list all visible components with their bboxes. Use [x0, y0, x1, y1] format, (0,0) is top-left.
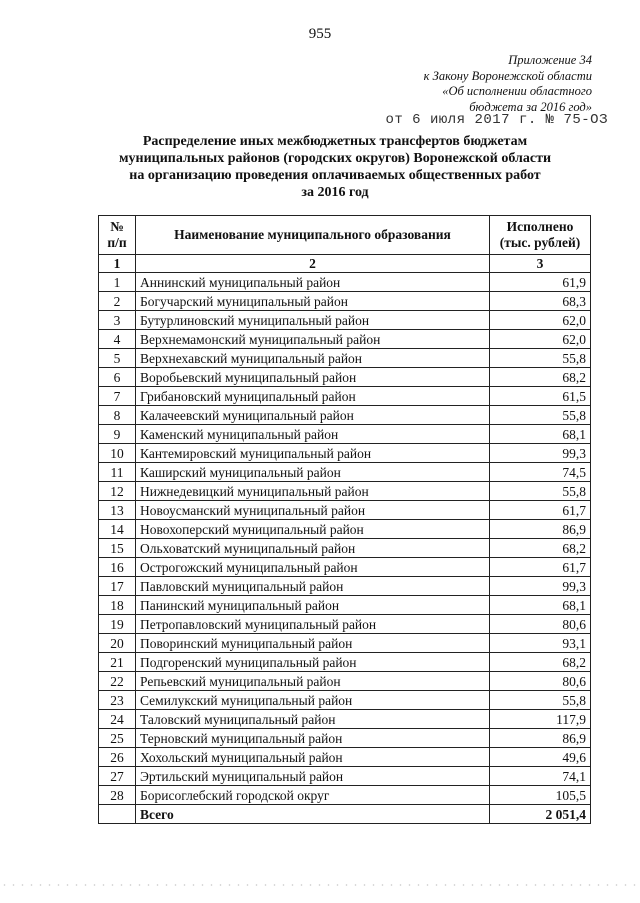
row-name: Подгоренский муниципальный район — [136, 653, 490, 672]
table-row — [99, 463, 591, 482]
header-num-line: п/п — [107, 235, 127, 250]
row-value: 61,9 — [490, 273, 591, 292]
row-value: 55,8 — [490, 406, 591, 425]
row-number: 16 — [99, 558, 136, 577]
row-name: Новоусманский муниципальный район — [136, 501, 490, 520]
row-name: Аннинский муниципальный район — [136, 273, 490, 292]
row-value: 62,0 — [490, 330, 591, 349]
row-name: Таловский муниципальный район — [136, 710, 490, 729]
header-num — [99, 216, 136, 255]
total-num-empty — [99, 805, 136, 824]
row-value: 68,2 — [490, 653, 591, 672]
row-number: 25 — [99, 729, 136, 748]
row-name: Хохольский муниципальный район — [136, 748, 490, 767]
table-row — [99, 330, 591, 349]
table-row — [99, 634, 591, 653]
row-number: 15 — [99, 539, 136, 558]
row-number: 11 — [99, 463, 136, 482]
table-row — [99, 444, 591, 463]
table-row — [99, 748, 591, 767]
table-body — [99, 255, 591, 824]
header-value-line: (тыс. рублей) — [499, 235, 581, 250]
row-number: 5 — [99, 349, 136, 368]
row-value: 93,1 — [490, 634, 591, 653]
row-name: Каменский муниципальный район — [136, 425, 490, 444]
row-number: 21 — [99, 653, 136, 672]
document-title — [90, 133, 580, 201]
appendix-line: «Об исполнении областного — [442, 84, 592, 98]
row-name: Ольховатский муниципальный район — [136, 539, 490, 558]
row-number: 19 — [99, 615, 136, 634]
row-number: 12 — [99, 482, 136, 501]
row-number: 27 — [99, 767, 136, 786]
row-value: 55,8 — [490, 349, 591, 368]
row-value: 105,5 — [490, 786, 591, 805]
table-row — [99, 349, 591, 368]
row-number: 24 — [99, 710, 136, 729]
table-row — [99, 672, 591, 691]
row-value: 68,2 — [490, 539, 591, 558]
table-row — [99, 577, 591, 596]
row-number: 22 — [99, 672, 136, 691]
row-value: 68,2 — [490, 368, 591, 387]
table-row — [99, 729, 591, 748]
row-value: 68,1 — [490, 596, 591, 615]
row-number: 18 — [99, 596, 136, 615]
total-row — [99, 805, 591, 824]
row-number: 7 — [99, 387, 136, 406]
table-header-row — [99, 216, 591, 255]
row-value: 61,7 — [490, 558, 591, 577]
table-row — [99, 425, 591, 444]
title-line: Распределение иных межбюджетных трансфертов бюджетам — [142, 134, 528, 149]
appendix-line: Приложение 34 — [508, 53, 592, 67]
row-value: 55,8 — [490, 482, 591, 501]
table-row — [99, 710, 591, 729]
row-value: 68,3 — [490, 292, 591, 311]
title-line: за 2016 год — [301, 185, 369, 200]
table-row — [99, 596, 591, 615]
column-number: 3 — [490, 255, 591, 273]
table-row — [99, 482, 591, 501]
row-value: 86,9 — [490, 520, 591, 539]
row-number: 8 — [99, 406, 136, 425]
row-number: 17 — [99, 577, 136, 596]
header-value — [490, 216, 591, 255]
row-name: Эртильский муниципальный район — [136, 767, 490, 786]
row-value: 61,5 — [490, 387, 591, 406]
row-value: 62,0 — [490, 311, 591, 330]
decree-stamp: от 6 июля 2017 г. № 75-ОЗ — [385, 112, 608, 128]
row-number: 23 — [99, 691, 136, 710]
transfers-table — [98, 215, 591, 824]
column-number: 2 — [136, 255, 490, 273]
row-number: 28 — [99, 786, 136, 805]
row-name: Каширский муниципальный район — [136, 463, 490, 482]
row-number: 13 — [99, 501, 136, 520]
total-label: Всего — [136, 805, 490, 824]
appendix-line: к Закону Воронежской области — [423, 68, 592, 83]
row-value: 86,9 — [490, 729, 591, 748]
table-row — [99, 501, 591, 520]
table-row — [99, 311, 591, 330]
row-name: Терновский муниципальный район — [136, 729, 490, 748]
row-name: Борисоглебский городской округ — [136, 786, 490, 805]
table-row — [99, 406, 591, 425]
row-value: 117,9 — [490, 710, 591, 729]
table-row — [99, 387, 591, 406]
row-name: Петропавловский муниципальный район — [136, 615, 490, 634]
row-name: Грибановский муниципальный район — [136, 387, 490, 406]
row-value: 55,8 — [490, 691, 591, 710]
row-name: Бутурлиновский муниципальный район — [136, 311, 490, 330]
row-number: 26 — [99, 748, 136, 767]
row-value: 61,7 — [490, 501, 591, 520]
row-number: 4 — [99, 330, 136, 349]
header-num-line: № — [110, 219, 124, 234]
row-name: Богучарский муниципальный район — [136, 292, 490, 311]
row-name: Воробьевский муниципальный район — [136, 368, 490, 387]
scan-artifact — [0, 883, 640, 887]
table-row — [99, 368, 591, 387]
row-number: 3 — [99, 311, 136, 330]
row-name: Семилукский муниципальный район — [136, 691, 490, 710]
header-name: Наименование муниципального образования — [136, 216, 490, 255]
column-numbers-row — [99, 255, 591, 273]
row-value: 49,6 — [490, 748, 591, 767]
row-number: 1 — [99, 273, 136, 292]
total-value: 2 051,4 — [490, 805, 591, 824]
row-value: 99,3 — [490, 577, 591, 596]
row-number: 6 — [99, 368, 136, 387]
header-value-line: Исполнено — [506, 219, 574, 234]
table-row — [99, 292, 591, 311]
appendix-note — [424, 53, 592, 115]
table-row — [99, 767, 591, 786]
table-row — [99, 786, 591, 805]
row-name: Панинский муниципальный район — [136, 596, 490, 615]
row-value: 68,1 — [490, 425, 591, 444]
row-value: 99,3 — [490, 444, 591, 463]
row-value: 74,5 — [490, 463, 591, 482]
table-row — [99, 558, 591, 577]
column-number: 1 — [99, 255, 136, 273]
row-name: Нижнедевицкий муниципальный район — [136, 482, 490, 501]
row-value: 80,6 — [490, 615, 591, 634]
row-name: Павловский муниципальный район — [136, 577, 490, 596]
table-row — [99, 273, 591, 292]
row-number: 20 — [99, 634, 136, 653]
table-row — [99, 653, 591, 672]
row-number: 2 — [99, 292, 136, 311]
row-name: Кантемировский муниципальный район — [136, 444, 490, 463]
row-name: Верхнемамонский муниципальный район — [136, 330, 490, 349]
row-number: 14 — [99, 520, 136, 539]
table-row — [99, 539, 591, 558]
row-name: Репьевский муниципальный район — [136, 672, 490, 691]
row-number: 10 — [99, 444, 136, 463]
row-name: Верхнехавский муниципальный район — [136, 349, 490, 368]
row-name: Новохоперский муниципальный район — [136, 520, 490, 539]
row-number: 9 — [99, 425, 136, 444]
row-name: Острогожский муниципальный район — [136, 558, 490, 577]
row-name: Калачеевский муниципальный район — [136, 406, 490, 425]
row-value: 74,1 — [490, 767, 591, 786]
appendix-line: бюджета за 2016 год» — [469, 99, 592, 114]
title-line: на организацию проведения оплачиваемых общественных работ — [129, 168, 541, 183]
row-name: Поворинский муниципальный район — [136, 634, 490, 653]
page-number: 955 — [308, 26, 332, 42]
table-row — [99, 691, 591, 710]
row-value: 80,6 — [490, 672, 591, 691]
title-line: муниципальных районов (городских округов) Воронежской области — [118, 151, 552, 166]
table-row — [99, 520, 591, 539]
table-row — [99, 615, 591, 634]
